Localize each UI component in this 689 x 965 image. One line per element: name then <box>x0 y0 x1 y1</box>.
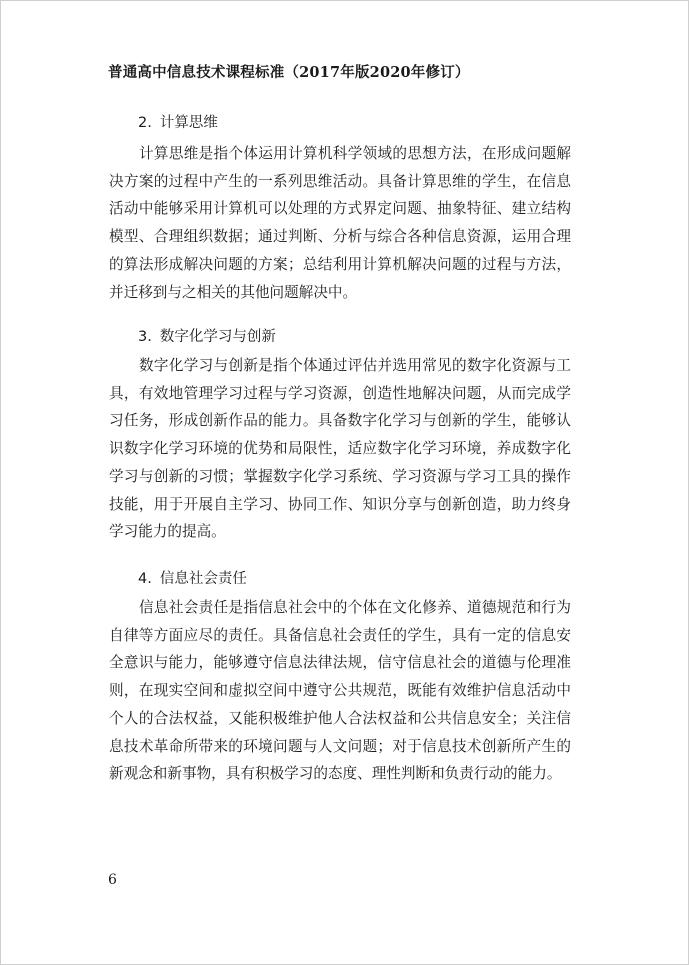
section-title: 信息社会责任 <box>159 571 247 587</box>
section-number: 3. <box>138 329 152 345</box>
paragraph-digital-learning: 数字化学习与创新是指个体通过评估并选用常见的数字化资源与工具，有效地管理学习过程与学习资源，创造性地解决问题，从而完成学习任务，形成创新作品的能力。具备数字化学习与创新的学生，能够认识数字化学习环境的优势和局限性，适应数字化学习环境，养成数字化学习与创新的习惯；掌握数字化学习系统、学习资源与学习工具的操作技能，用于开展自主学习、协同工作、知识分享与创新创造，助力终身学习能力的提高。 <box>109 357 571 541</box>
section-heading-computational-thinking <box>138 111 218 132</box>
page-number: 6 <box>108 872 117 888</box>
paragraph-social-responsibility: 信息社会责任是指信息社会中的个体在文化修养、道德规范和行为自律等方面应尽的责任。具备信息社会责任的学生，具有一定的信息安全意识与能力，能够遵守信息法律法规，信守信息社会的道德与伦理准则，在现实空间和虚拟空间中遵守公共规范，既能有效维护信息活动中个人的合法权益，又能积极维护他人合法权益和公共信息安全；关注信息技术革命所带来的环境问题与人文问题；对于信息技术创新所产生的新观念和新事物，具有积极学习的态度、理性判断和负责行动的能力。 <box>109 599 571 783</box>
running-header: 普通高中信息技术课程标准（2017年版2020年修订） <box>108 64 470 81</box>
paragraph-computational-thinking: 计算思维是指个体运用计算机科学领域的思想方法，在形成问题解决方案的过程中产生的一系列思维活动。具备计算思维的学生，在信息活动中能够采用计算机可以处理的方式界定问题、抽象特征、建立结构模型、合理组织数据；通过判断、分析与综合各种信息资源，运用合理的算法形成解决问题的方案；总结利用计算机解决问题的过程与方法，并迁移到与之相关的其他问题解决中。 <box>109 145 571 301</box>
section-number: 4. <box>138 571 152 587</box>
section-title: 数字化学习与创新 <box>159 329 276 345</box>
section-number: 2. <box>138 115 152 131</box>
section-title: 计算思维 <box>159 115 218 131</box>
section-heading-digital-learning <box>138 325 276 346</box>
section-heading-social-responsibility <box>138 567 247 588</box>
